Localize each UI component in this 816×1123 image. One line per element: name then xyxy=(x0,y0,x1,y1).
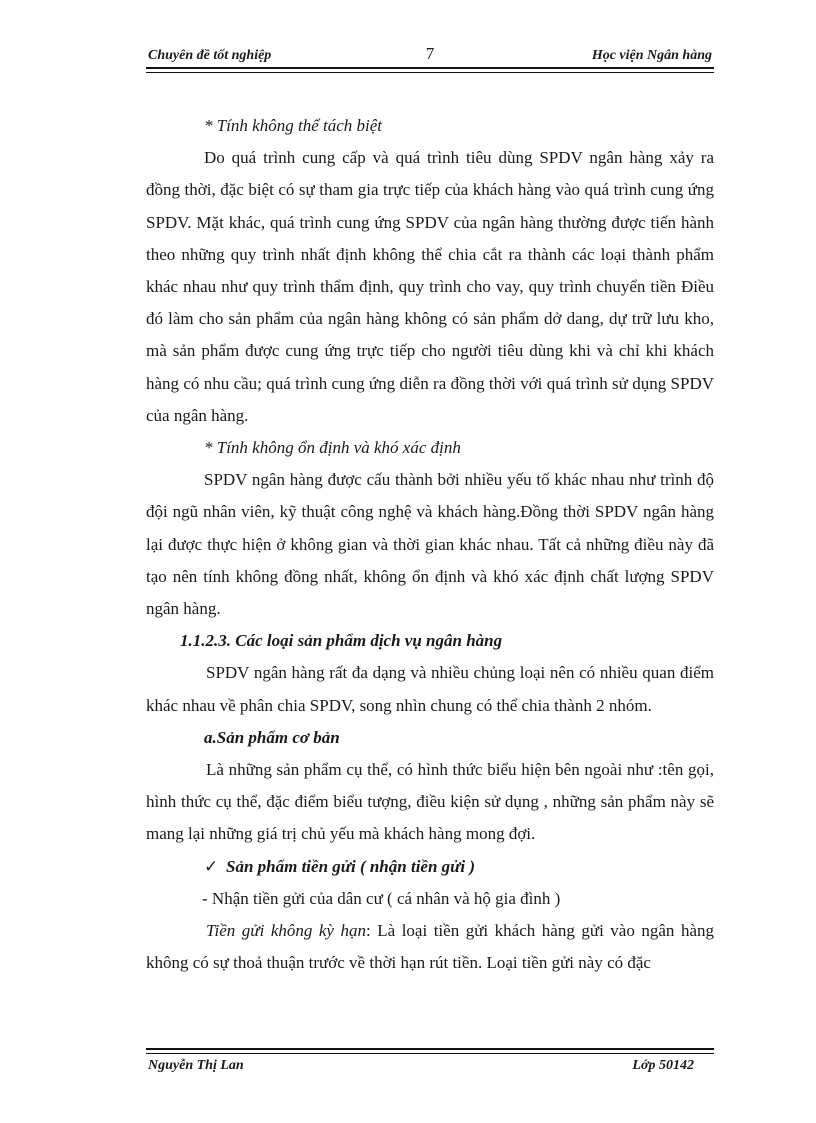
checkmark-icon: ✓ xyxy=(204,856,219,876)
paragraph-inseparability: Do quá trình cung cấp và quá trình tiêu dùng SPDV ngân hàng xảy ra đồng thời, đặc biệt có sự tham gia trực tiếp của khách hàng vào quá trình cung ứng SPDV. Mặt khác, quá trình cung ứng SPDV của ngân hàng thường được tiến hành theo những quy trình nhất định không thể chia cắt ra thành các loại thành phẩm khác nhau như quy trình thẩm định, quy trình cho vay, quy trình chuyển tiền Điều đó làm cho sản phẩm của ngân hàng không có sản phẩm dở dang, dự trữ lưu kho, mà sản phẩm được cung ứng trực tiếp cho người tiêu dùng khi và chỉ khi khách hàng có nhu cầu; quá trình cung ứng diễn ra đồng thời với quá trình sử dụng SPDV của ngân hàng. xyxy=(146,148,714,425)
paragraph-product-groups: SPDV ngân hàng rất đa dạng và nhiều chủng loại nên có nhiều quan điểm khác nhau về phân chia SPDV, song nhìn chung có thể chia thành 2 nhóm. xyxy=(146,663,714,715)
paragraph-basic-products: Là những sản phẩm cụ thể, có hình thức biểu hiện bên ngoài như :tên gọi, hình thức cụ thể, đặc điểm biểu tượng, điều kiện sử dụng , những sản phẩm này sẽ mang lại những giá trị chủ yếu mà khách hàng mong đợi. xyxy=(146,760,714,844)
check-item-label: Sản phẩm tiền gửi ( nhận tiền gửi ) xyxy=(226,856,475,876)
page-footer xyxy=(146,1058,714,1080)
header-institution: Học viện Ngân hàng xyxy=(591,48,712,63)
footer-rule-thin xyxy=(146,1053,714,1054)
page-header xyxy=(146,44,714,68)
page-body xyxy=(146,110,714,979)
section-title: 1.1.2.3. Các loại sản phẩm dịch vụ ngân hàng xyxy=(180,631,503,651)
paragraph-instability: SPDV ngân hàng được cấu thành bởi nhiều yếu tố khác nhau như trình độ đội ngũ nhân viên, kỹ thuật công nghệ và khách hàng.Đồng thời SPDV ngân hàng lại được thực hiện ở không gian và thời gian khác nhau. Tất cả những điều này đã tạo nên tính không đồng nhất, không ổn định và khó xác định chất lượng SPDV ngân hàng. xyxy=(146,470,714,619)
paragraph-demand-deposit xyxy=(146,915,714,979)
header-rule-thin xyxy=(146,72,714,73)
subsection-basic-products: a.Sản phẩm cơ bản xyxy=(204,727,340,747)
heading-inseparability: * Tính không thể tách biệt xyxy=(204,116,383,135)
check-list-item xyxy=(146,851,714,883)
dash-list-item: - Nhận tiền gửi của dân cư ( cá nhân và hộ gia đình ) xyxy=(202,888,561,908)
heading-instability: * Tính không ổn định và khó xác định xyxy=(204,438,461,458)
header-rule-thick xyxy=(146,67,714,69)
footer-author: Nguyễn Thị Lan xyxy=(148,1058,244,1073)
page-number: 7 xyxy=(425,44,435,63)
header-document-title: Chuyên đề tốt nghiệp xyxy=(148,48,272,63)
term-demand-deposit: Tiền gửi không kỳ hạn xyxy=(206,921,366,941)
footer-rule-thick xyxy=(146,1048,714,1050)
footer-class: Lớp 50142 xyxy=(632,1058,694,1073)
demand-deposit-definition: : Là loại tiền gửi khách hàng gửi vào ngân hàng không có sự thoả thuận trước về thời hạn rút tiền. Loại tiền gửi này có đặc xyxy=(146,921,714,973)
